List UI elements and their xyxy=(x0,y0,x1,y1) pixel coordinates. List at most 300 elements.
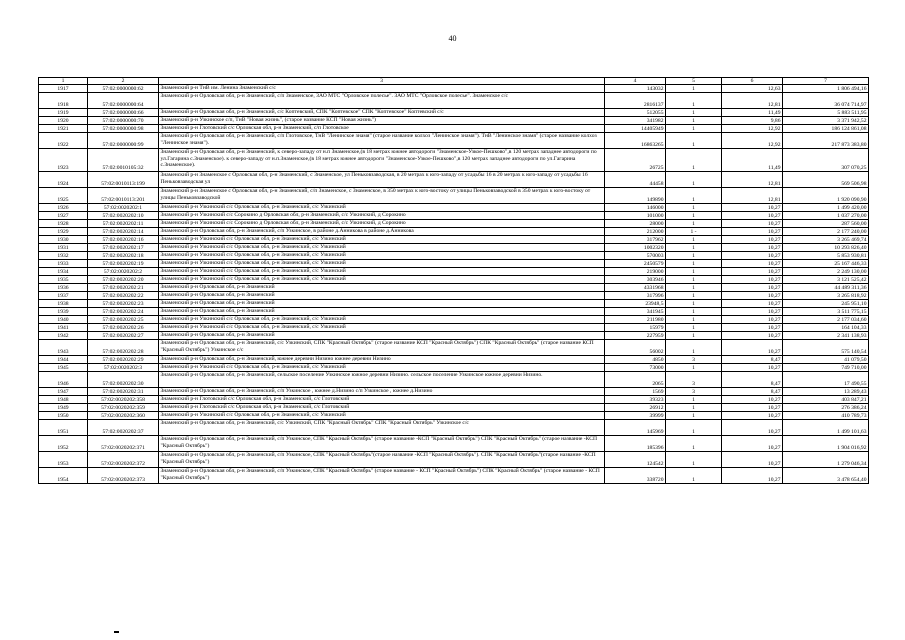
area-cell: 28000 xyxy=(605,220,666,228)
coefficient-cell: 1 xyxy=(666,396,722,404)
coefficient-cell: 1 xyxy=(666,404,722,412)
cadastral-value-cell: 1 499 101,63 xyxy=(783,420,869,436)
cadastral-number-cell: 57:02:0010113:201 xyxy=(88,188,159,204)
table-row xyxy=(39,276,869,284)
location-description-cell: Знаменский р-н Узкинский с/с Орловская обл, р-н Знаменский, с/с Узкинский xyxy=(159,364,605,372)
row-number-cell: 1933 xyxy=(39,260,88,268)
location-description-cell: Знаменский р-н Орловская обл, р-н Знаменский, с/п Узкинское, СПК "Красный Октябрь" (старое название - КСП "Красный Октябрь") СПК "Красный Октябрь" (старое название - КСП "Красный Октябрь") xyxy=(159,468,605,484)
location-description-cell: Знаменский р-н Глотовский с/с Орловская обл, р-н Знаменский, с/с Глотовский xyxy=(159,404,605,412)
coefficient-cell: 1 - xyxy=(666,228,722,236)
table-row xyxy=(39,236,869,244)
rate-cell: 10,27 xyxy=(722,300,783,308)
area-cell: 341945 xyxy=(605,308,666,316)
location-description-cell: Знаменский р-н ТнВ им. Ленина Знаменский с/с xyxy=(159,85,605,93)
cadastral-value-cell: 575 140,54 xyxy=(783,340,869,356)
coefficient-cell: 1 xyxy=(666,236,722,244)
cadastral-value-cell: 2 249 130,00 xyxy=(783,268,869,276)
cadastral-value-cell: 1 920 090,90 xyxy=(783,188,869,204)
table-row xyxy=(39,149,869,172)
cadastral-number-cell: 57:02:0020202:371 xyxy=(88,436,159,452)
cadastral-number-cell: 57:02:0020202:10 xyxy=(88,212,159,220)
cadastral-value-cell: 3 511 775,15 xyxy=(783,308,869,316)
cadastral-value-cell: 410 789,73 xyxy=(783,412,869,420)
rate-cell: 10,27 xyxy=(722,436,783,452)
cadastral-value-cell: 287 560,00 xyxy=(783,220,869,228)
row-number-cell: 1927 xyxy=(39,212,88,220)
location-description-cell: Знаменский р-н Орловская обл, р-н Знаменский xyxy=(159,300,605,308)
table-row xyxy=(39,252,869,260)
coefficient-cell: 1 xyxy=(666,276,722,284)
location-description-cell: Знаменский р-н Знаменское с Орловская обл, р-н Знаменский, с Знаменское, ул Пеньковзаводская, в 20 метрах к юго-западу от усадьбы 16 в 20 метрах к юго-западу от усадьбы 16 Пеньковзаводская ул xyxy=(159,172,605,188)
cadastral-number-cell: 57:02:0020202:358 xyxy=(88,396,159,404)
cadastral-number-cell: 57:02:0020202:27 xyxy=(88,332,159,340)
rate-cell: 9,86 xyxy=(722,117,783,125)
cadastral-number-cell: 57:02:0010113:199 xyxy=(88,172,159,188)
cadastral-value-cell: 276 386,24 xyxy=(783,404,869,412)
table-row xyxy=(39,300,869,308)
table-row xyxy=(39,332,869,340)
cadastral-number-cell: 57:02:0020202:360 xyxy=(88,412,159,420)
rate-cell: 12,63 xyxy=(722,85,783,93)
coefficient-cell: 1 xyxy=(666,324,722,332)
table-row xyxy=(39,268,869,276)
row-number-cell: 1930 xyxy=(39,236,88,244)
area-cell: 26912 xyxy=(605,404,666,412)
row-number-cell: 1931 xyxy=(39,244,88,252)
coefficient-cell: 1 xyxy=(666,149,722,172)
location-description-cell: Знаменский р-н Орловская обл, р-н Знаменский, с/п Узкинское, в районе д.Анникова в районе д.Анникова xyxy=(159,228,605,236)
location-description-cell: Знаменский р-н Узкинский с/с Орловская обл, р-н Знаменский, с/с Узкинский xyxy=(159,324,605,332)
area-cell: 16863265 xyxy=(605,133,666,149)
rate-cell: 10,27 xyxy=(722,244,783,252)
rate-cell: 10,27 xyxy=(722,332,783,340)
location-description-cell: Знаменский р-н Знаменское с Орловская обл, р-н Знаменский, с/п Знаменское, с Знаменское, в 350 метрах к юго-востоку от улицы Пеньковзаводской в 350 метрах к юго-востоку от улицы Пеньковзаводской xyxy=(159,188,605,204)
location-description-cell: Знаменский р-н Орловская обл, р-н Знаменский, с/п Узкинское, СПК "Красный Октябрь"(старое название -КСП "Красный Октябрь"). СПК "Красный Октябрь"(старое название -КСП "Красный Октябрь") xyxy=(159,452,605,468)
table-row xyxy=(39,172,869,188)
cadastral-value-cell: 3 265 818,92 xyxy=(783,292,869,300)
scan-mark xyxy=(114,631,119,633)
row-number-cell: 1937 xyxy=(39,292,88,300)
table-row xyxy=(39,133,869,149)
coefficient-cell: 1 xyxy=(666,109,722,117)
area-cell: 212000 xyxy=(605,228,666,236)
row-number-cell: 1918 xyxy=(39,93,88,109)
cadastral-number-cell: 57:02:0000000:62 xyxy=(88,85,159,93)
row-number-cell: 1920 xyxy=(39,117,88,125)
area-cell: 512055 xyxy=(605,109,666,117)
cadastral-number-cell: 57:02:0020202:14 xyxy=(88,228,159,236)
coefficient-cell: 1 xyxy=(666,316,722,324)
row-number-cell: 1936 xyxy=(39,284,88,292)
cadastral-number-cell: 57:02:0000000:70 xyxy=(88,117,159,125)
table-row xyxy=(39,308,869,316)
cadastral-value-cell: 3 478 654,40 xyxy=(783,468,869,484)
location-description-cell: Знаменский р-н Орловская обл, р-н Знаменский, с/п Знаменское, ЗАО МТС "Орловское полесье". ЗАО МТС "Орловское полесье". Знаменское с/с xyxy=(159,93,605,109)
cadastral-number-cell: 57:02:0020202:28 xyxy=(88,340,159,356)
location-description-cell: Знаменский р-н Глотовский с/с Орловская обл, р-н Знаменский, с/п Глотовское xyxy=(159,125,605,133)
cadastral-number-cell: 57:02:0000000:99 xyxy=(88,133,159,149)
cadastral-value-cell: 36 074 714,97 xyxy=(783,93,869,109)
rate-cell: 12,81 xyxy=(722,172,783,188)
area-cell: 185396 xyxy=(605,436,666,452)
rate-cell: 10,27 xyxy=(722,316,783,324)
rate-cell: 10,27 xyxy=(722,404,783,412)
location-description-cell: Знаменский р-н Орловская обл, р-н Знаменский xyxy=(159,308,605,316)
coefficient-cell: 1 xyxy=(666,93,722,109)
cadastral-value-cell: 3 265 469,74 xyxy=(783,236,869,244)
cadastral-value-cell: 164 104,33 xyxy=(783,324,869,332)
cadastral-number-cell: 57:02:0020202:3 xyxy=(88,364,159,372)
location-description-cell: Знаменский р-н Узкинский с/с Орловская обл, р-н Знаменский, с/с Узкинский xyxy=(159,268,605,276)
table-row xyxy=(39,93,869,109)
table-row xyxy=(39,420,869,436)
area-cell: 101000 xyxy=(605,212,666,220)
cadastral-number-cell: 57:02:0020202:37 xyxy=(88,420,159,436)
coefficient-cell: 1 xyxy=(666,468,722,484)
table-row xyxy=(39,260,869,268)
area-cell: 219000 xyxy=(605,268,666,276)
coefficient-cell: 3 xyxy=(666,356,722,364)
rate-cell: 10,27 xyxy=(722,292,783,300)
cadastral-number-cell: 57:02:0020202:1 xyxy=(88,204,159,212)
coefficient-cell: 1 xyxy=(666,340,722,356)
location-description-cell: Знаменский р-н Узкинский с/с Орловская обл, р-н Знаменский, с/с Узкинский xyxy=(159,204,605,212)
rate-cell: 10,27 xyxy=(722,260,783,268)
cadastral-number-cell: 57:02:0000000:98 xyxy=(88,125,159,133)
cadastral-value-cell: 1 037 270,00 xyxy=(783,212,869,220)
row-number-cell: 1921 xyxy=(39,125,88,133)
table-row xyxy=(39,436,869,452)
coefficient-cell: 1 xyxy=(666,188,722,204)
cadastral-value-cell: 5 883 511,95 xyxy=(783,109,869,117)
area-cell: 124542 xyxy=(605,452,666,468)
coefficient-cell: 1 xyxy=(666,252,722,260)
rate-cell: 11,49 xyxy=(722,149,783,172)
area-cell: 146000 xyxy=(605,204,666,212)
cadastral-number-cell: 57:02:0020202:2 xyxy=(88,268,159,276)
table-row xyxy=(39,204,869,212)
location-description-cell: Знаменский р-н Узкинский с/с Орловская обл, р-н Знаменский, с/с Узкинский xyxy=(159,244,605,252)
location-description-cell: Знаменский р-н Узкинский с/с Орловская обл, р-н Знаменский, с/с Узкинский xyxy=(159,236,605,244)
location-description-cell: Знаменский р-н Орловская обл, р-н Знаменский xyxy=(159,332,605,340)
cadastral-number-cell: 57:02:0020202:17 xyxy=(88,244,159,252)
table-row xyxy=(39,228,869,236)
area-cell: 4331968 xyxy=(605,284,666,292)
cadastral-value-cell: 1 904 016,92 xyxy=(783,436,869,452)
cadastral-value-cell: 245 951,10 xyxy=(783,300,869,308)
rate-cell: 12,92 xyxy=(722,125,783,133)
cadastral-number-cell: 57:02:0020202:16 xyxy=(88,236,159,244)
cadastral-value-cell: 3 121 525,42 xyxy=(783,276,869,284)
table-row xyxy=(39,452,869,468)
row-number-cell: 1944 xyxy=(39,356,88,364)
column-number: 5 xyxy=(666,78,722,85)
cadastral-value-cell: 10 293 826,40 xyxy=(783,244,869,252)
cadastral-number-cell: 57:02:0020202:31 xyxy=(88,388,159,396)
cadastral-value-cell: 403 847,21 xyxy=(783,396,869,404)
row-number-cell: 1942 xyxy=(39,332,88,340)
coefficient-cell: 1 xyxy=(666,220,722,228)
area-cell: 39323 xyxy=(605,396,666,404)
location-description-cell: Знаменский р-н Узкинский с/с Орловская обл, р-н Знаменский, с/с Узкинский xyxy=(159,252,605,260)
column-number: 7 xyxy=(783,78,869,85)
cadastral-number-cell: 57:02:0020202:372 xyxy=(88,452,159,468)
area-cell: 4850 xyxy=(605,356,666,364)
cadastral-number-cell: 57:02:0000000:66 xyxy=(88,109,159,117)
area-cell: 145969 xyxy=(605,420,666,436)
coefficient-cell: 1 xyxy=(666,133,722,149)
location-description-cell: Знаменский р-н Орловская обл, р-н Знаменский, с/п Узкинское , южнее д.Низино с/п Узкинское , южнее д.Низино xyxy=(159,388,605,396)
area-cell: 1002320 xyxy=(605,244,666,252)
location-description-cell: Знаменский р-н Узкинское с/п, ТнВ "Новая жизнь", (старое название КСП "Новая жизнь") xyxy=(159,117,605,125)
row-number-cell: 1928 xyxy=(39,220,88,228)
area-cell: 23948,5 xyxy=(605,300,666,308)
area-cell: 317996 xyxy=(605,292,666,300)
location-description-cell: Знаменский р-н Узкинский с/с Орловская обл, р-н Знаменский, с/с Узкинский xyxy=(159,260,605,268)
coefficient-cell: 1 xyxy=(666,244,722,252)
location-description-cell: Знаменский р-н Орловская обл, р-н Знаменский xyxy=(159,292,605,300)
row-number-cell: 1925 xyxy=(39,188,88,204)
table-row xyxy=(39,356,869,364)
page-number: 40 xyxy=(448,34,457,43)
cadastral-value-cell: 5 853 930,81 xyxy=(783,252,869,260)
column-number-row xyxy=(39,78,869,85)
coefficient-cell: 1 xyxy=(666,452,722,468)
coefficient-cell: 1 xyxy=(666,292,722,300)
table-row xyxy=(39,284,869,292)
cadastral-number-cell: 57:02:0020202:20 xyxy=(88,276,159,284)
row-number-cell: 1932 xyxy=(39,252,88,260)
area-cell: 56002 xyxy=(605,340,666,356)
area-cell: 2816137 xyxy=(605,93,666,109)
area-cell: 317962 xyxy=(605,236,666,244)
rate-cell: 10,27 xyxy=(722,468,783,484)
row-number-cell: 1952 xyxy=(39,436,88,452)
rate-cell: 10,27 xyxy=(722,228,783,236)
location-description-cell: Знаменский р-н Орловская обл, р-н Знаменский, с/с Узкинский, СПК "Красный Октябрь" СПК "Красный Октябрь" Узкинское с/с xyxy=(159,420,605,436)
area-cell: 338720 xyxy=(605,468,666,484)
area-cell: 227959 xyxy=(605,332,666,340)
table-row xyxy=(39,188,869,204)
coefficient-cell: 3 xyxy=(666,372,722,388)
cadastral-value-cell: 186 124 861,08 xyxy=(783,125,869,133)
cadastral-number-cell: 57:02:0010105:32 xyxy=(88,149,159,172)
location-description-cell: Знаменский р-н Орловская обл, р-н Знаменский, с/п Глотовское, ТнВ "Ленинское знамя" (старое название колхоз "Ленинское знамя"). ТнВ "Ленинское знамя" (старое название колхоз "Ленинское знамя"). xyxy=(159,133,605,149)
area-cell: 341982 xyxy=(605,117,666,125)
coefficient-cell: 1 xyxy=(666,172,722,188)
cadastral-value-cell: 749 710,00 xyxy=(783,364,869,372)
coefficient-cell: 1 xyxy=(666,117,722,125)
row-number-cell: 1929 xyxy=(39,228,88,236)
coefficient-cell: 1 xyxy=(666,364,722,372)
cadastral-value-cell: 569 506,98 xyxy=(783,172,869,188)
cadastral-number-cell: 57:02:0020202:19 xyxy=(88,260,159,268)
area-cell: 143032 xyxy=(605,85,666,93)
cadastral-value-cell: 25 167 446,33 xyxy=(783,260,869,268)
rate-cell: 10,27 xyxy=(722,236,783,244)
column-number: 3 xyxy=(159,78,605,85)
table-row xyxy=(39,292,869,300)
area-cell: 39999 xyxy=(605,412,666,420)
rate-cell: 10,27 xyxy=(722,220,783,228)
row-number-cell: 1935 xyxy=(39,276,88,284)
row-number-cell: 1917 xyxy=(39,85,88,93)
location-description-cell: Знаменский р-н Орловская обл, р-н Знаменский, к северо-западу от н.п Знаменское,(в 18 метрах южнее автодороги "Знаменское-Узкое-Пешково",в 120 метрах западнее автодороги по ул.Гагарина с.Знаменское). к северо-западу от н.п.Знаменское,(в 18 метрах южнее автодороги "Знаменское-Узкое-Пешково",в 120 метрах западнее автодороги по ул.Гагарина с.Знаменское). xyxy=(159,149,605,172)
coefficient-cell: 1 xyxy=(666,212,722,220)
cadastral-value-cell: 217 873 383,80 xyxy=(783,133,869,149)
coefficient-cell: 1 xyxy=(666,420,722,436)
rate-cell: 10,27 xyxy=(722,324,783,332)
area-cell: 73000 xyxy=(605,364,666,372)
table-row xyxy=(39,412,869,420)
rate-cell: 10,27 xyxy=(722,204,783,212)
rate-cell: 10,27 xyxy=(722,284,783,292)
table-row xyxy=(39,220,869,228)
row-number-cell: 1919 xyxy=(39,109,88,117)
cadastral-number-cell: 57:02:0020202:30 xyxy=(88,372,159,388)
cadastral-value-cell: 13 289,43 xyxy=(783,388,869,396)
area-cell: 15979 xyxy=(605,324,666,332)
area-cell: 211980 xyxy=(605,316,666,324)
cadastral-value-cell: 41 079,50 xyxy=(783,356,869,364)
land-register-table xyxy=(38,77,869,484)
cadastral-value-cell: 307 070,25 xyxy=(783,149,869,172)
row-number-cell: 1945 xyxy=(39,364,88,372)
table-row xyxy=(39,396,869,404)
cadastral-value-cell: 3 371 942,52 xyxy=(783,117,869,125)
rate-cell: 10,27 xyxy=(722,364,783,372)
row-number-cell: 1934 xyxy=(39,268,88,276)
table-row xyxy=(39,109,869,117)
table-row xyxy=(39,340,869,356)
row-number-cell: 1924 xyxy=(39,172,88,188)
location-description-cell: Знаменский р-н Орловская обл, р-н Знаменский xyxy=(159,284,605,292)
cadastral-number-cell: 57:02:0020202:23 xyxy=(88,300,159,308)
area-cell: 14405949 xyxy=(605,125,666,133)
table-row xyxy=(39,212,869,220)
cadastral-value-cell: 2 177 240,00 xyxy=(783,228,869,236)
row-number-cell: 1940 xyxy=(39,316,88,324)
area-cell: 303946 xyxy=(605,276,666,284)
row-number-cell: 1949 xyxy=(39,404,88,412)
cadastral-number-cell: 57:02:0020202:373 xyxy=(88,468,159,484)
rate-cell: 10,27 xyxy=(722,252,783,260)
table-row xyxy=(39,316,869,324)
area-cell: 44458 xyxy=(605,172,666,188)
rate-cell: 10,27 xyxy=(722,452,783,468)
table-row xyxy=(39,388,869,396)
location-description-cell: Знаменский р-н Узкинский с/с Орловская обл, р-н Знаменский, с/с Узкинский xyxy=(159,316,605,324)
cadastral-value-cell: 2 177 034,60 xyxy=(783,316,869,324)
rate-cell: 10,27 xyxy=(722,396,783,404)
coefficient-cell: 1 xyxy=(666,204,722,212)
area-cell: 570003 xyxy=(605,252,666,260)
rate-cell: 11,49 xyxy=(722,109,783,117)
cadastral-number-cell: 57:02:0020202:22 xyxy=(88,292,159,300)
table-row xyxy=(39,364,869,372)
cadastral-number-cell: 57:02:0020202:29 xyxy=(88,356,159,364)
cadastral-value-cell: 1 279 046,34 xyxy=(783,452,869,468)
rate-cell: 8,47 xyxy=(722,356,783,364)
column-number: 2 xyxy=(88,78,159,85)
table-row xyxy=(39,404,869,412)
rate-cell: 10,27 xyxy=(722,268,783,276)
location-description-cell: Знаменский р-н Узкинский с/с Орловская обл, р-н Знаменский, с/с Узкинский xyxy=(159,276,605,284)
row-number-cell: 1948 xyxy=(39,396,88,404)
location-description-cell: Знаменский р-н Глотовский с/с Орловская обл, р-н Знаменский, с/с Глотовский xyxy=(159,396,605,404)
table-row xyxy=(39,244,869,252)
coefficient-cell: 1 xyxy=(666,436,722,452)
table-row xyxy=(39,85,869,93)
location-description-cell: Знаменский р-н Орловская обл, р-н Знаменский, южнее деревни Низино южнее деревни Низино xyxy=(159,356,605,364)
cadastral-number-cell: 57:02:0020202:11 xyxy=(88,220,159,228)
table-row xyxy=(39,372,869,388)
coefficient-cell: 3 xyxy=(666,388,722,396)
rate-cell: 12,92 xyxy=(722,133,783,149)
row-number-cell: 1953 xyxy=(39,452,88,468)
row-number-cell: 1954 xyxy=(39,468,88,484)
coefficient-cell: 1 xyxy=(666,332,722,340)
row-number-cell: 1946 xyxy=(39,372,88,388)
cadastral-number-cell: 57:02:0020202:24 xyxy=(88,308,159,316)
table-row xyxy=(39,125,869,133)
column-number: 4 xyxy=(605,78,666,85)
location-description-cell: Знаменский р-н Узкинский с/с Сорокино д Орловская обл, р-н Знаменский, с/с Узкинский, д Сорокино xyxy=(159,212,605,220)
row-number-cell: 1951 xyxy=(39,420,88,436)
row-number-cell: 1939 xyxy=(39,308,88,316)
coefficient-cell: 1 xyxy=(666,412,722,420)
cadastral-number-cell: 57:02:0020202:21 xyxy=(88,284,159,292)
cadastral-number-cell: 57:02:0000000:64 xyxy=(88,93,159,109)
location-description-cell: Знаменский р-н Орловская обл, р-н Знаменский, сельское поселение Узкинское южное деревни Низино. сельское поселение Узкинское южное деревни Низино. xyxy=(159,372,605,388)
cadastral-value-cell: 1 499 420,00 xyxy=(783,204,869,212)
row-number-cell: 1922 xyxy=(39,133,88,149)
row-number-cell: 1941 xyxy=(39,324,88,332)
row-number-cell: 1950 xyxy=(39,412,88,420)
area-cell: 26725 xyxy=(605,149,666,172)
location-description-cell: Знаменский р-н Узкинский с/с Орловская обл, р-н Знаменский, с/с Узкинский xyxy=(159,412,605,420)
cadastral-value-cell: 1 806 494,16 xyxy=(783,85,869,93)
cadastral-value-cell: 44 489 311,36 xyxy=(783,284,869,292)
row-number-cell: 1938 xyxy=(39,300,88,308)
table-row xyxy=(39,324,869,332)
row-number-cell: 1943 xyxy=(39,340,88,356)
rate-cell: 8,47 xyxy=(722,372,783,388)
area-cell: 2450579 xyxy=(605,260,666,268)
coefficient-cell: 1 xyxy=(666,260,722,268)
area-cell: 2065 xyxy=(605,372,666,388)
location-description-cell: Знаменский р-н Орловская обл, р-н Знаменский, с/с Коптевский, СПК "Коптевское" СПК "Коптевское" Коптевский с/с xyxy=(159,109,605,117)
coefficient-cell: 1 xyxy=(666,284,722,292)
coefficient-cell: 1 xyxy=(666,308,722,316)
rate-cell: 10,27 xyxy=(722,276,783,284)
cadastral-number-cell: 57:02:0020202:18 xyxy=(88,252,159,260)
location-description-cell: Знаменский р-н Орловская обл, р-н Знаменский, с/с Узкинский, СПК "Красный Октябрь" (старое название КСП "Красный Октябрь") СПК "Красный Октябрь" (старое название КСП "Красный Октябрь") Узкинское с/с xyxy=(159,340,605,356)
coefficient-cell: 1 xyxy=(666,268,722,276)
rate-cell: 12,81 xyxy=(722,188,783,204)
row-number-cell: 1923 xyxy=(39,149,88,172)
coefficient-cell: 1 xyxy=(666,85,722,93)
rate-cell: 10,27 xyxy=(722,420,783,436)
rate-cell: 10,27 xyxy=(722,308,783,316)
table-row xyxy=(39,117,869,125)
cadastral-number-cell: 57:02:0020202:359 xyxy=(88,404,159,412)
area-cell: 1569 xyxy=(605,388,666,396)
rate-cell: 10,27 xyxy=(722,412,783,420)
rate-cell: 12,81 xyxy=(722,93,783,109)
rate-cell: 10,27 xyxy=(722,340,783,356)
column-number: 1 xyxy=(39,78,88,85)
